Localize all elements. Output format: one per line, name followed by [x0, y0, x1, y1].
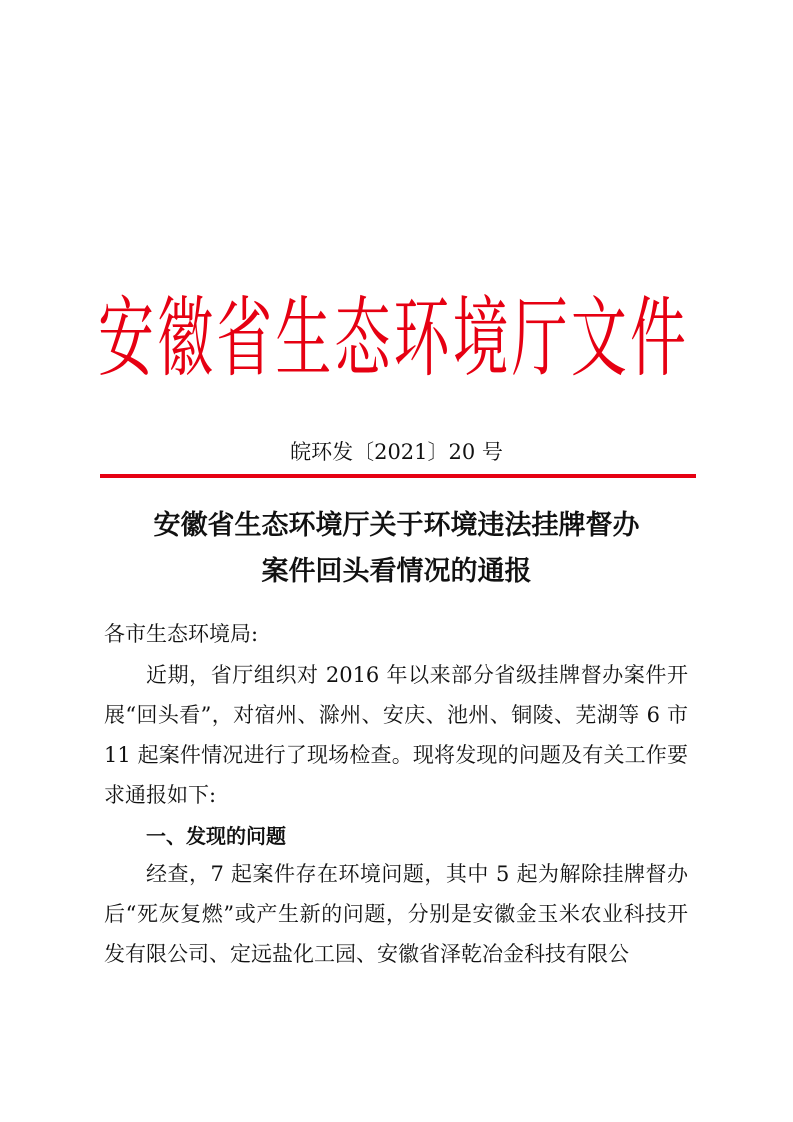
masthead-char: 省	[216, 288, 273, 390]
masthead-char: 生	[275, 288, 332, 390]
masthead-char: 文	[570, 288, 627, 390]
body-paragraph-2: 经查，7 起案件存在环境问题，其中 5 起为解除挂牌督办后“死灰复燃”或产生新的问题，分别是安徽金玉米农业科技开发有限公司、定远盐化工园、安徽省泽乾冶金科技有限公	[104, 862, 688, 966]
masthead-char: 态	[334, 288, 391, 390]
masthead-char: 件	[629, 288, 686, 390]
masthead	[98, 288, 686, 390]
document-number: 皖环发〔2021〕20 号	[290, 440, 503, 464]
masthead-char: 环	[393, 288, 450, 390]
red-divider-rule	[100, 474, 696, 478]
masthead-char: 境	[452, 288, 509, 390]
masthead-char: 徽	[157, 288, 214, 390]
salutation: 各市生态环境局:	[104, 622, 259, 646]
section-heading: 一、发现的问题	[146, 824, 286, 848]
masthead-char: 厅	[511, 288, 568, 390]
document-title-line-2: 案件回头看情况的通报	[261, 556, 532, 587]
masthead-char: 安	[98, 288, 154, 390]
document-title-line-1: 安徽省生态环境厅关于环境违法挂牌督办	[153, 510, 640, 541]
body-paragraph-1: 近期，省厅组织对 2016 年以来部分省级挂牌督办案件开展“回头看”，对宿州、滁州、安庆、池州、铜陵、芜湖等 6 市 11 起案件情况进行了现场检查。现将发现的问题及有关工作要求通报如下:	[104, 663, 688, 807]
